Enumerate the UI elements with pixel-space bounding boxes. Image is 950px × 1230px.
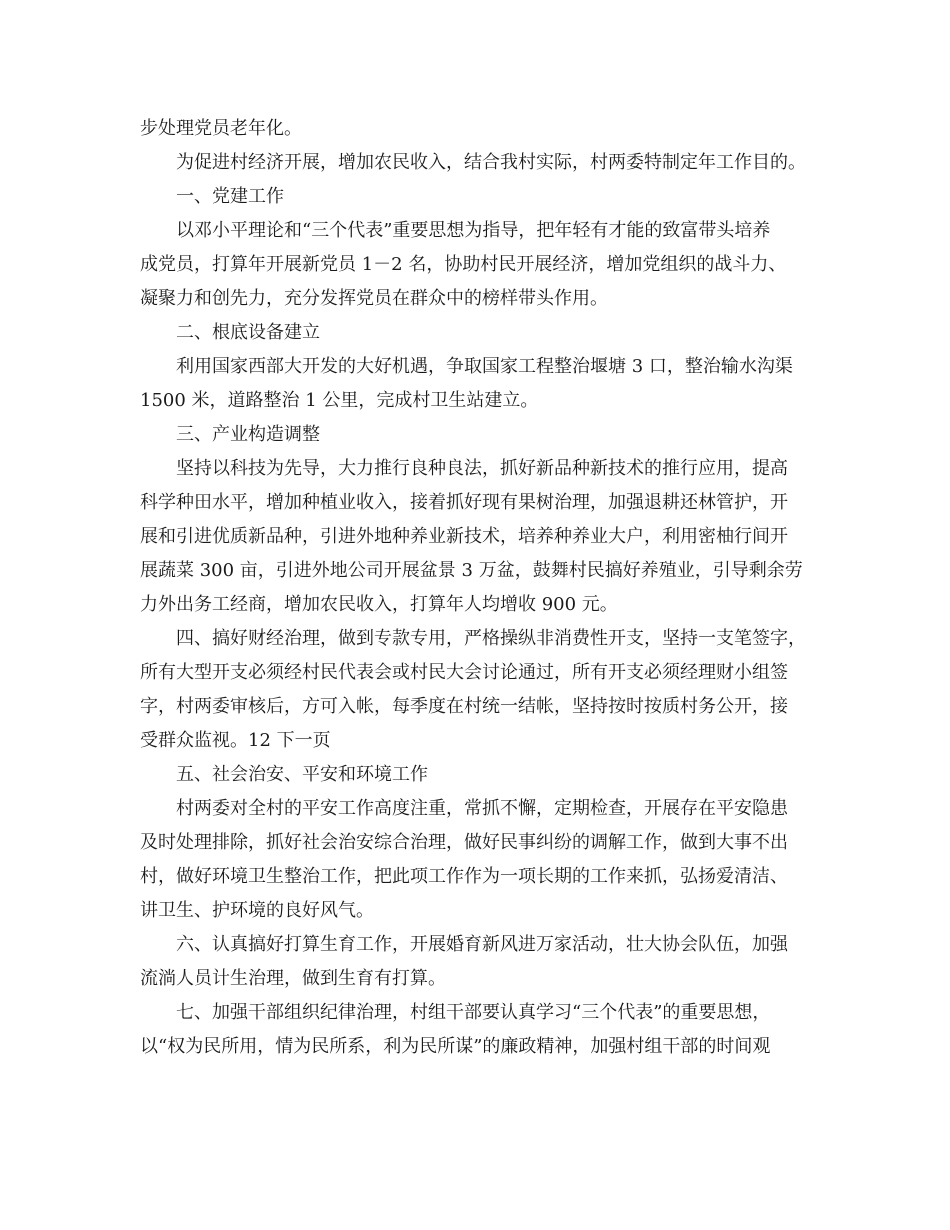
text-line: 展和引进优质新品种，引进外地种养业新技术，培养种养业大户，利用密柚行间开 <box>140 526 788 547</box>
text-line: 坚持以科技为先导，大力推行良种良法，抓好新品种新技术的推行应用，提高 <box>176 458 788 479</box>
text-line: 以“权为民所用，情为民所系，利为民所谋”的廉政精神，加强村组干部的时间观 <box>140 1036 771 1057</box>
section-heading <box>140 112 830 146</box>
text-line: 利用国家西部大开发的大好机遇，争取国家工程整治堰塘 3 口，整治输水沟渠 <box>176 356 793 377</box>
paragraph <box>140 622 830 758</box>
text-line: 讲卫生、护环境的良好风气。 <box>140 900 374 921</box>
paragraph <box>140 146 830 180</box>
text-line: 七、加强干部组织纪律治理，村组干部要认真学习“三个代表”的重要思想， <box>176 1002 771 1023</box>
text-line: 村，做好环境卫生整治工作，把此项工作作为一项长期的工作来抓，弘扬爱清洁、 <box>140 866 788 887</box>
text-line: 三、产业构造调整 <box>176 424 320 445</box>
text-line: 凝聚力和创先力，充分发挥党员在群众中的榜样带头作用。 <box>140 288 608 309</box>
text-line: 为促进村经济开展，增加农民收入，结合我村实际，村两委特制定年工作目的。 <box>176 152 806 173</box>
text-line: 受群众监视。12 下一页 <box>140 730 331 751</box>
text-line: 成党员，打算年开展新党员 1－2 名，协助村民开展经济，增加党组织的战斗力、 <box>140 254 787 275</box>
text-line: 以邓小平理论和“三个代表”重要思想为指导，把年轻有才能的致富带头培养 <box>176 220 771 241</box>
paragraph <box>140 792 830 928</box>
text-line: 科学种田水平，增加种植业收入，接着抓好现有果树治理，加强退耕还林管护，开 <box>140 492 788 513</box>
section-heading <box>140 180 830 214</box>
text-line: 村两委对全村的平安工作高度注重，常抓不懈，定期检查，开展存在平安隐患 <box>176 798 788 819</box>
section-heading <box>140 316 830 350</box>
text-line: 四、搞好财经治理，做到专款专用，严格操纵非消费性开支，坚持一支笔签字， <box>176 628 806 649</box>
paragraph <box>140 452 830 622</box>
text-line: 1500 米，道路整治 1 公里，完成村卫生站建立。 <box>140 390 539 411</box>
paragraph <box>140 996 830 1064</box>
text-line: 及时处理排除，抓好社会治安综合治理，做好民事纠纷的调解工作，做到大事不出 <box>140 832 788 853</box>
paragraph <box>140 928 830 996</box>
section-heading <box>140 758 830 792</box>
section-heading <box>140 418 830 452</box>
text-line: 二、根底设备建立 <box>176 322 320 343</box>
text-line: 展蔬菜 300 亩，引进外地公司开展盆景 3 万盆，鼓舞村民搞好养殖业，引导剩余劳 <box>140 560 803 581</box>
text-line: 流淌人员计生治理，做到生育有打算。 <box>140 968 446 989</box>
paragraph <box>140 350 830 418</box>
text-line: 五、社会治安、平安和环境工作 <box>176 764 428 785</box>
text-line: 步处理党员老年化。 <box>140 118 302 139</box>
text-line: 一、党建工作 <box>176 186 284 207</box>
text-line: 所有大型开支必须经村民代表会或村民大会讨论通过，所有开支必须经理财小组签 <box>140 662 788 683</box>
text-line: 字，村两委审核后，方可入帐，每季度在村统一结帐，坚持按时按质村务公开，接 <box>140 696 788 717</box>
paragraph <box>140 214 830 316</box>
document-page <box>140 112 830 1064</box>
text-line: 力外出务工经商，增加农民收入，打算年人均增收 900 元。 <box>140 594 618 615</box>
text-line: 六、认真搞好打算生育工作，开展婚育新风进万家活动，壮大协会队伍，加强 <box>176 934 788 955</box>
